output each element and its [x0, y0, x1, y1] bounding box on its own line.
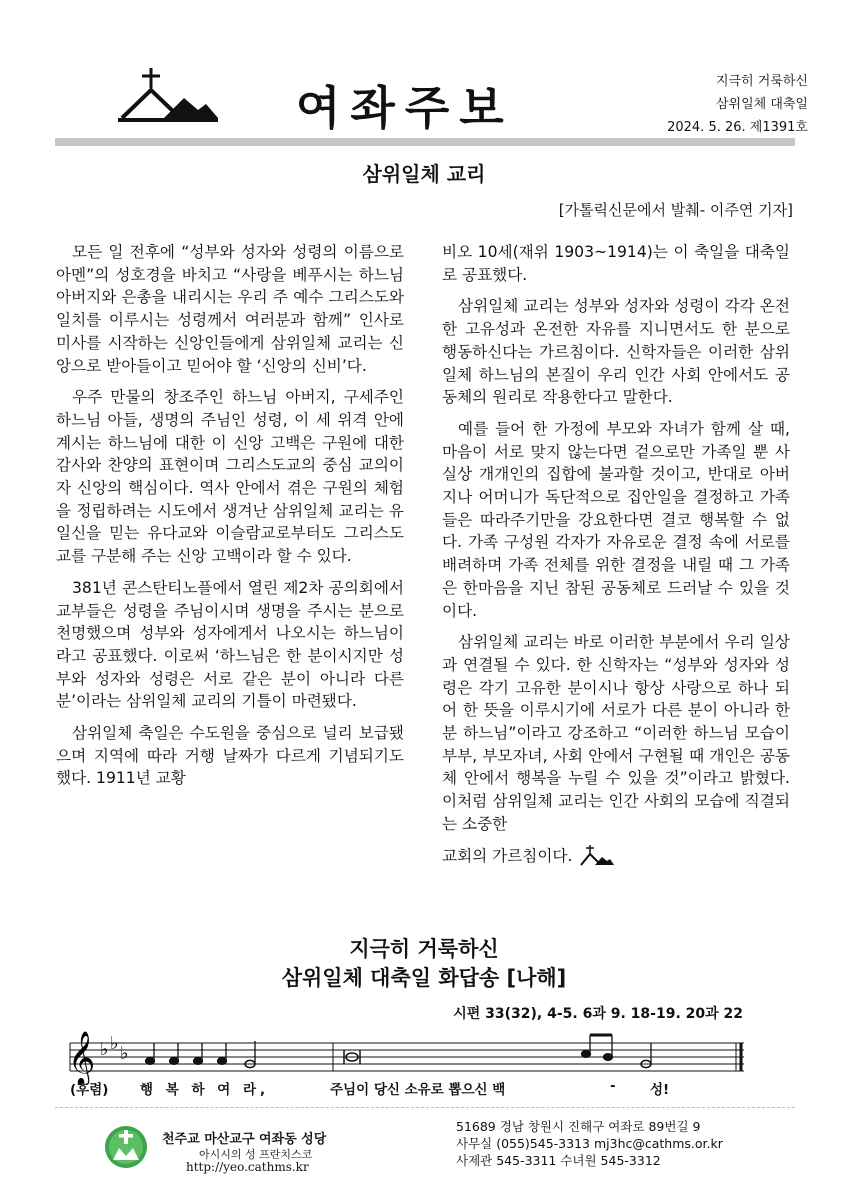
- article-column-right: [442, 241, 790, 876]
- article-paragraph-continuation: 비오 10세(재위 1903~1914)는 이 축일을 대축일로 공표했다.: [442, 243, 790, 284]
- occasion-line-1: 지극히 거룩하신: [715, 74, 808, 89]
- page-title: 여좌주보: [296, 81, 514, 135]
- church-small-icon: [580, 845, 614, 867]
- article-paragraph: 삼위일체 교리는 바로 이러한 부분에서 우리 일상과 연결될 수 있다. 한 신학자는 “성부와 성자와 성령은 각기 고유한 분이시나 항상 사랑으로 하나 되어 한 뜻을 이루시기에 서로가 다른 분이 아니라 한 분 하느님”이라고 강조하고 “이러한 하느님 모습이 부부, 부모자녀, 사회 안에서 구현될 때 개인은 공동체 안에서 행복을 누릴 수 있을 것”이라고 밝혔다. 이처럼 삼위일체 교리는 인간 사회의 모습에 직결되는 소중한: [442, 633, 790, 833]
- hymn-title-line-1: 지극히 거룩하신: [349, 937, 499, 961]
- lyric-part-3: -: [610, 1078, 616, 1094]
- issue-date: 2024. 5. 26. 제1391호: [667, 120, 808, 135]
- music-staff: [60, 1025, 760, 1085]
- svg-text:𝄞: 𝄞: [68, 1030, 96, 1084]
- hymn-title-line-2: 삼위일체 대축일 화답송 [나해]: [281, 966, 567, 990]
- parish-address: 51689 경남 창원시 진해구 여좌로 89번길 9: [456, 1119, 701, 1134]
- diocese-logo-icon: [104, 1124, 148, 1170]
- office-contact: 사무실 (055)545-3313 mj3hc@cathms.or.kr: [456, 1136, 723, 1151]
- parish-motto: 아시시의 성 프란치스코: [199, 1148, 313, 1161]
- rectory-convent-phones: 사제관 545-3311 수녀원 545-3312: [456, 1153, 661, 1168]
- article-final-line: [442, 845, 790, 868]
- article-paragraph: 모든 일 전후에 “성부와 성자와 성령의 이름으로 아멘”의 성호경을 바치고 “사랑을 베푸시는 하느님 아버지와 은총을 내리시는 우리 주 예수 그리스도와 일치를 이루시는 성령께서 여러분과 함께” 인사로 미사를 시작하는 신앙인들에게 삼위일체 교리는 신앙으로 받아들이고 믿어야 할 ‘신앙의 신비’다.: [56, 243, 404, 375]
- footer-divider: [55, 1107, 795, 1108]
- header-divider: [55, 138, 795, 146]
- article-paragraph: 삼위일체 교리는 성부와 성자와 성령이 각각 온전한 고유성과 온전한 자유를 지니면서도 한 분으로 행동하신다는 가르침이다. 신학자들은 이러한 삼위일체 하느님의 본질이 우리 인간 사회 안에서도 공동체의 원리로 작용한다고 말한다.: [442, 297, 790, 407]
- lyric-part-4: 성!: [650, 1082, 670, 1098]
- lyric-part-1: 행 복 하 여 라,: [140, 1082, 270, 1098]
- svg-text:♭: ♭: [120, 1043, 129, 1064]
- article-column-left: [56, 241, 404, 799]
- article-final-text: 교회의 가르침이다.: [442, 846, 573, 865]
- church-mountain-icon: [118, 68, 218, 124]
- parish-url[interactable]: http://yeo.cathms.kr: [186, 1160, 309, 1174]
- article-paragraph: 우주 만물의 창조주인 하느님 아버지, 구세주인 하느님 아들, 생명의 주님인 성령, 이 세 위격 안에 계시는 하느님에 대한 이 신앙 고백은 구원에 대한 감사와 찬양의 표현이며 그리스도교의 중심 교의이자 신앙의 핵심이다. 역사 안에서 겪은 구원의 체험을 정립하려는 시도에서 생겨난 삼위일체 교리는 유일신을 믿는 유다교와 이슬람교로부터도 그리스도교를 구분해 주는 신앙 고백이라 할 수 있다.: [56, 388, 404, 566]
- lyric-refrain-label: (후렴): [70, 1082, 109, 1098]
- article-title: 삼위일체 교리: [362, 162, 486, 186]
- occasion-line-2: 삼위일체 대축일: [715, 97, 808, 112]
- article-paragraph: 381년 콘스탄티노플에서 열린 제2차 공의회에서 교부들은 성령을 주님이시며 생명을 주시는 분으로 천명했으며 성부와 성자에게서 나오시는 하느님이라고 공표했다. 이로써 ‘하느님은 한 분이시지만 성부와 성자와 성령은 서로 같은 분이 아니라 다른 분’이라는 삼위일체 교리의 기틀이 마련됐다.: [56, 578, 404, 711]
- svg-text:♭: ♭: [110, 1033, 119, 1054]
- article-paragraph: 삼위일체 축일은 수도원을 중심으로 널리 보급됐으며 지역에 따라 거행 날짜가 다르게 기념되기도 했다. 1911년 교황: [56, 724, 404, 788]
- article-paragraph: 예를 들어 한 가정에 부모와 자녀가 함께 살 때, 마음이 서로 맞지 않는다면 겉으로만 가족일 뿐 사실상 개개인의 집합에 불과할 것이고, 반대로 아버지나 어머니가 독단적으로 집안일을 결정하고 가족들은 따라주기만을 강요한다면 결코 행복할 수 없다. 가족 구성원 각자가 자유로운 결정 속에 서로를 배려하며 가족 전체를 위한 결정을 내릴 때 그 가족은 한마음을 지닌 참된 공동체로 드러날 수 있을 것이다.: [442, 419, 790, 620]
- psalm-reference: 시편 33(32), 4-5. 6과 9. 18-19. 20과 22: [453, 1006, 743, 1022]
- parish-name: 천주교 마산교구 여좌동 성당: [162, 1132, 327, 1147]
- svg-text:♭: ♭: [100, 1039, 109, 1060]
- lyric-part-2: 주님이 당신 소유로 뽑으신 백: [330, 1082, 506, 1098]
- article-source: [가톨릭신문에서 발췌- 이주연 기자]: [558, 201, 793, 219]
